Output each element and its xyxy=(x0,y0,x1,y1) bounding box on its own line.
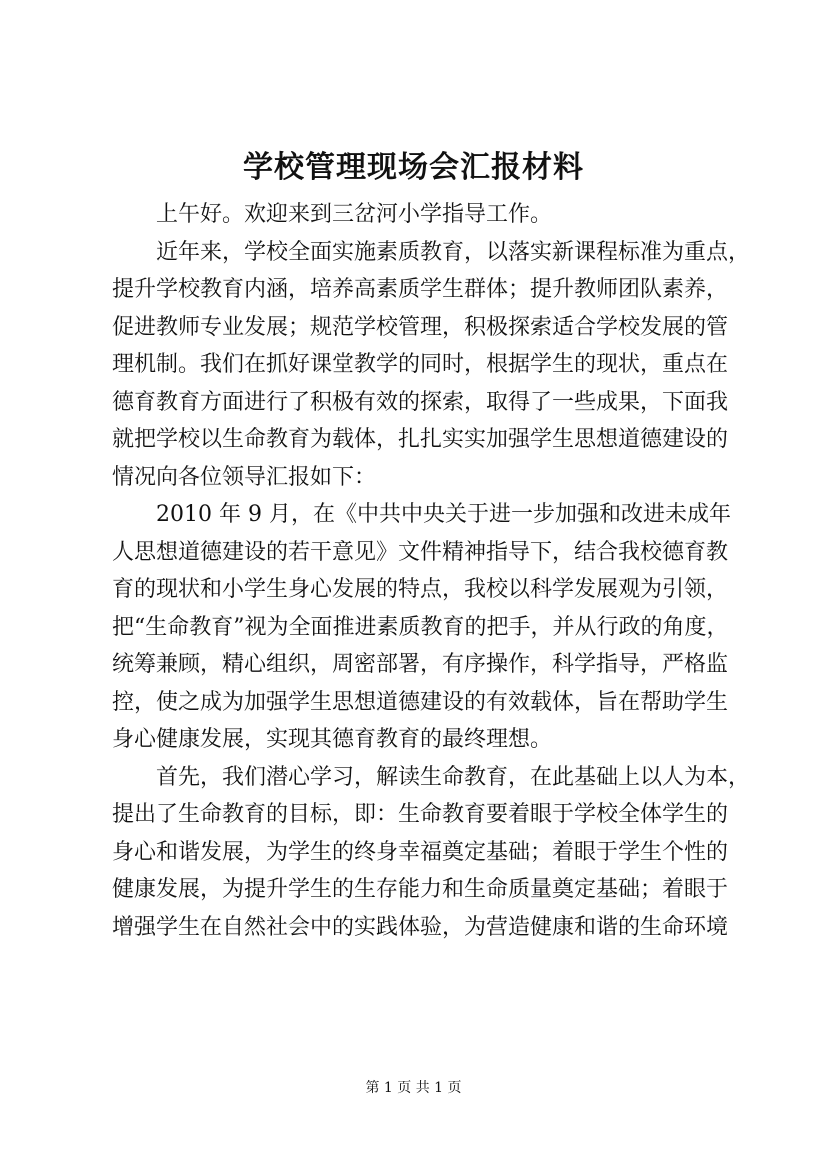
page-footer: 第 1 页 共 1 页 xyxy=(365,1080,462,1096)
text-line: 身心和谐发展，为学生的终身幸福奠定基础；着眼于学生个性的 xyxy=(112,839,729,865)
text-line: 把“生命教育”视为全面推进素质教育的把手，并从行政的角度， xyxy=(112,614,729,640)
text-line: 就把学校以生命教育为载体，扎扎实实加强学生思想道德建设的 xyxy=(112,427,729,452)
text-line: 上午好。欢迎来到三岔河小学指导工作。 xyxy=(156,202,553,227)
text-line: 德育教育方面进行了积极有效的探索，取得了一些成果，下面我 xyxy=(112,389,729,415)
text-line: 理机制。我们在抓好课堂教学的同时，根据学生的现状，重点在 xyxy=(112,352,729,377)
text-line: 首先，我们潜心学习，解读生命教育，在此基础上以人为本， xyxy=(156,764,751,790)
text-line: 育的现状和小学生身心发展的特点，我校以科学发展观为引领， xyxy=(112,577,729,602)
text-line: 身心健康发展，实现其德育教育的最终理想。 xyxy=(112,727,553,752)
text-line: 控，使之成为加强学生思想道德建设的有效载体，旨在帮助学生 xyxy=(112,689,729,715)
text-line: 人思想道德建设的若干意见》文件精神指导下，结合我校德育教 xyxy=(112,539,729,565)
paragraph-introduction xyxy=(112,234,751,497)
text-line: 促进教师专业发展；规范学校管理，积极探索适合学校发展的管 xyxy=(112,314,729,340)
text-line: 提升学校教育内涵，培养高素质学生群体；提升教师团队素养， xyxy=(112,277,729,302)
text-line: 提出了生命教育的目标，即：生命教育要着眼于学校全体学生的 xyxy=(112,802,729,827)
text-line: 增强学生在自然社会中的实践体验，为营造健康和谐的生命环境 xyxy=(112,914,729,940)
text-line: 情况向各位领导汇报如下： xyxy=(112,464,377,490)
paragraph-greeting xyxy=(112,196,724,234)
text-line: 健康发展，为提升学生的生存能力和生命质量奠定基础；着眼于 xyxy=(112,877,729,902)
document-body xyxy=(112,196,751,946)
text-line: 2010 年 9 月，在《中共中央关于进一步加强和改进未成年 xyxy=(156,502,731,527)
text-line: 近年来，学校全面实施素质教育，以落实新课程标准为重点， xyxy=(156,239,751,265)
text-line: 统筹兼顾，精心组织，周密部署，有序操作，科学指导，严格监 xyxy=(112,652,729,677)
paragraph-goals xyxy=(112,759,751,947)
paragraph-background xyxy=(112,496,731,759)
document-title: 学校管理现场会汇报材料 xyxy=(243,150,584,185)
